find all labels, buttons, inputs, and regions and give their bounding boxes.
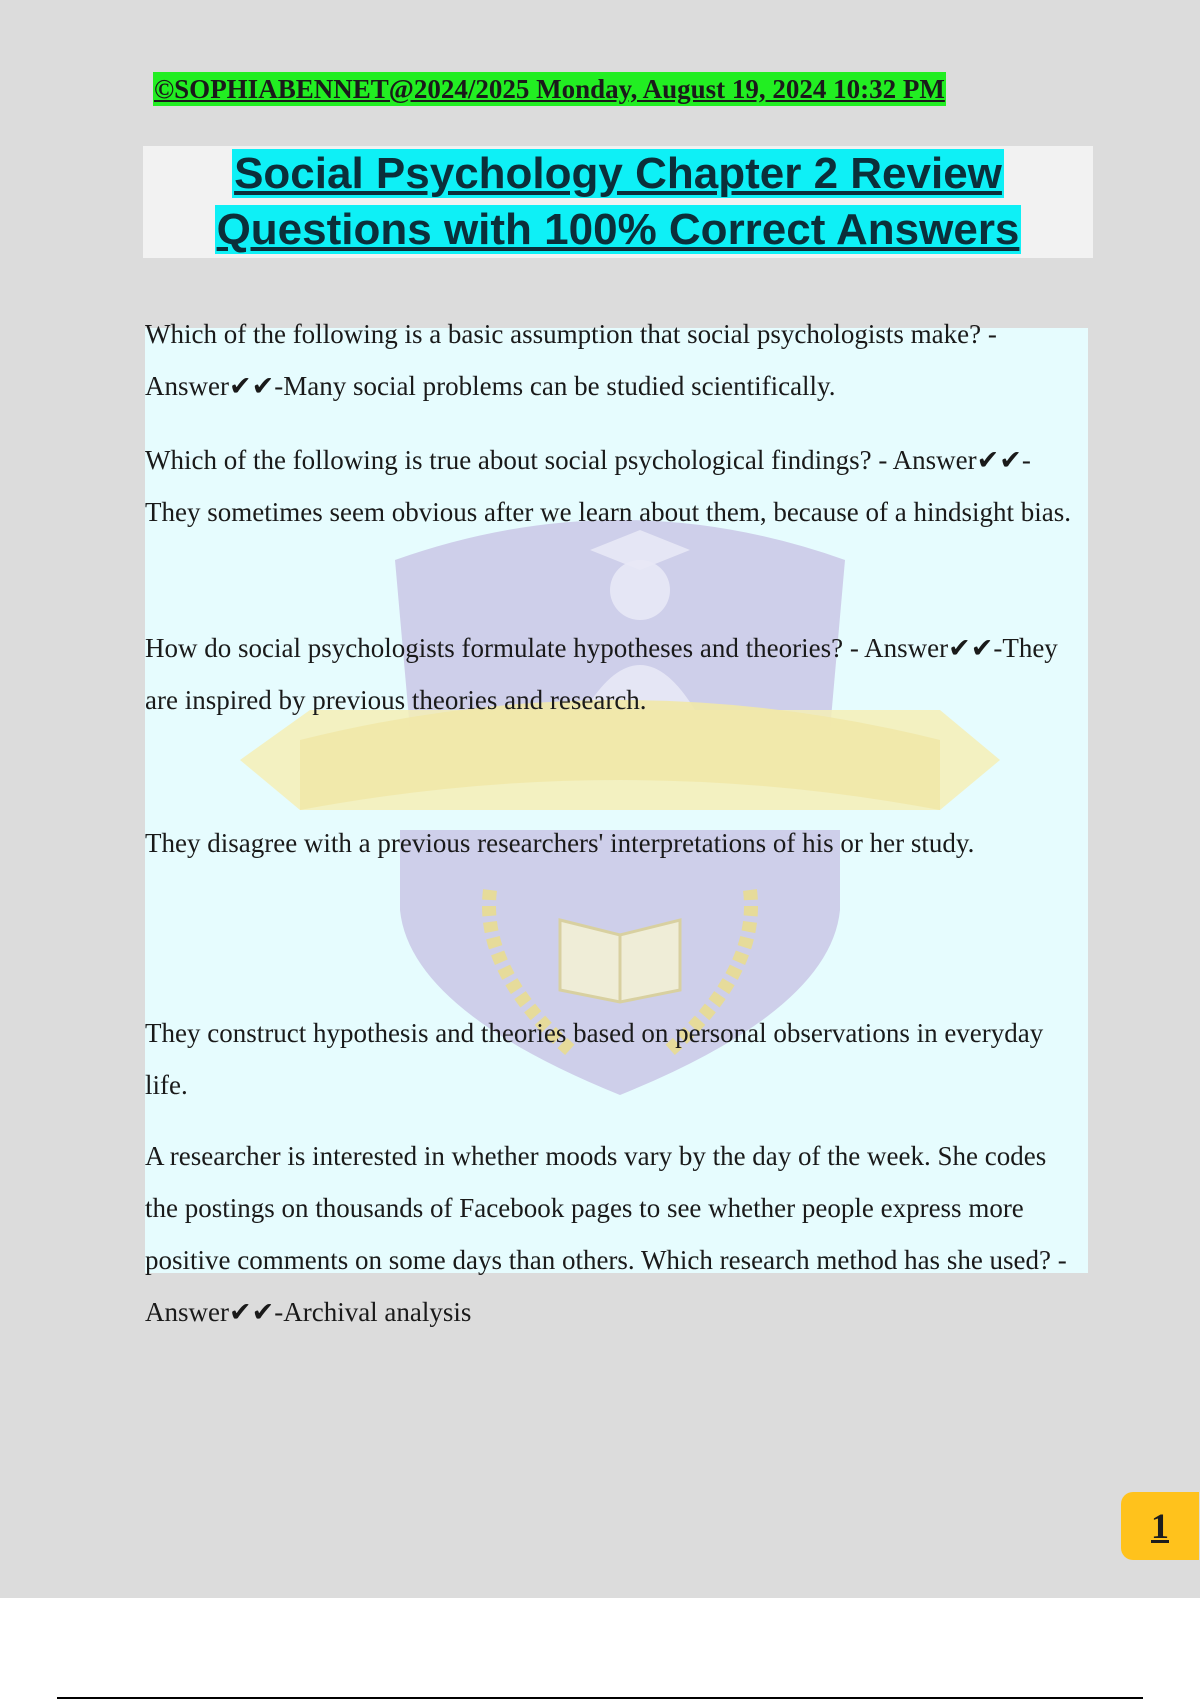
- copyright-header: ©SOPHIABENNET@2024/2025 Monday, August 19, 2024 10:32 PM: [154, 74, 945, 104]
- title-line-2: Questions with 100% Correct Answers: [216, 205, 1020, 254]
- qa-item-3: How do social psychologists formulate hypotheses and theories? - Answer✔✔-They are inspired by previous theories and research.: [145, 633, 1058, 715]
- footer-rule: [57, 1697, 1143, 1699]
- qa-item-1: Which of the following is a basic assumption that social psychologists make? - Answer✔✔-Many social problems can be studied scientifically.: [145, 319, 997, 401]
- qa-item-6: A researcher is interested in whether moods vary by the day of the week. She codes the postings on thousands of Facebook pages to see whether people express more positive comments on some days than others. Which research method has she used? - Answer✔✔-Archival analysis: [145, 1141, 1067, 1327]
- title-line-1: Social Psychology Chapter 2 Review: [234, 149, 1002, 198]
- qa-item-4: They disagree with a previous researchers' interpretations of his or her study.: [145, 828, 975, 858]
- qa-item-5: They construct hypothesis and theories based on personal observations in everyday life.: [145, 1018, 1044, 1100]
- qa-item-2: Which of the following is true about social psychological findings? - Answer✔✔-They sometimes seem obvious after we learn about them, because of a hindsight bias.: [145, 445, 1071, 527]
- document-title: [143, 146, 1093, 258]
- page-number-badge: 1: [1121, 1492, 1199, 1560]
